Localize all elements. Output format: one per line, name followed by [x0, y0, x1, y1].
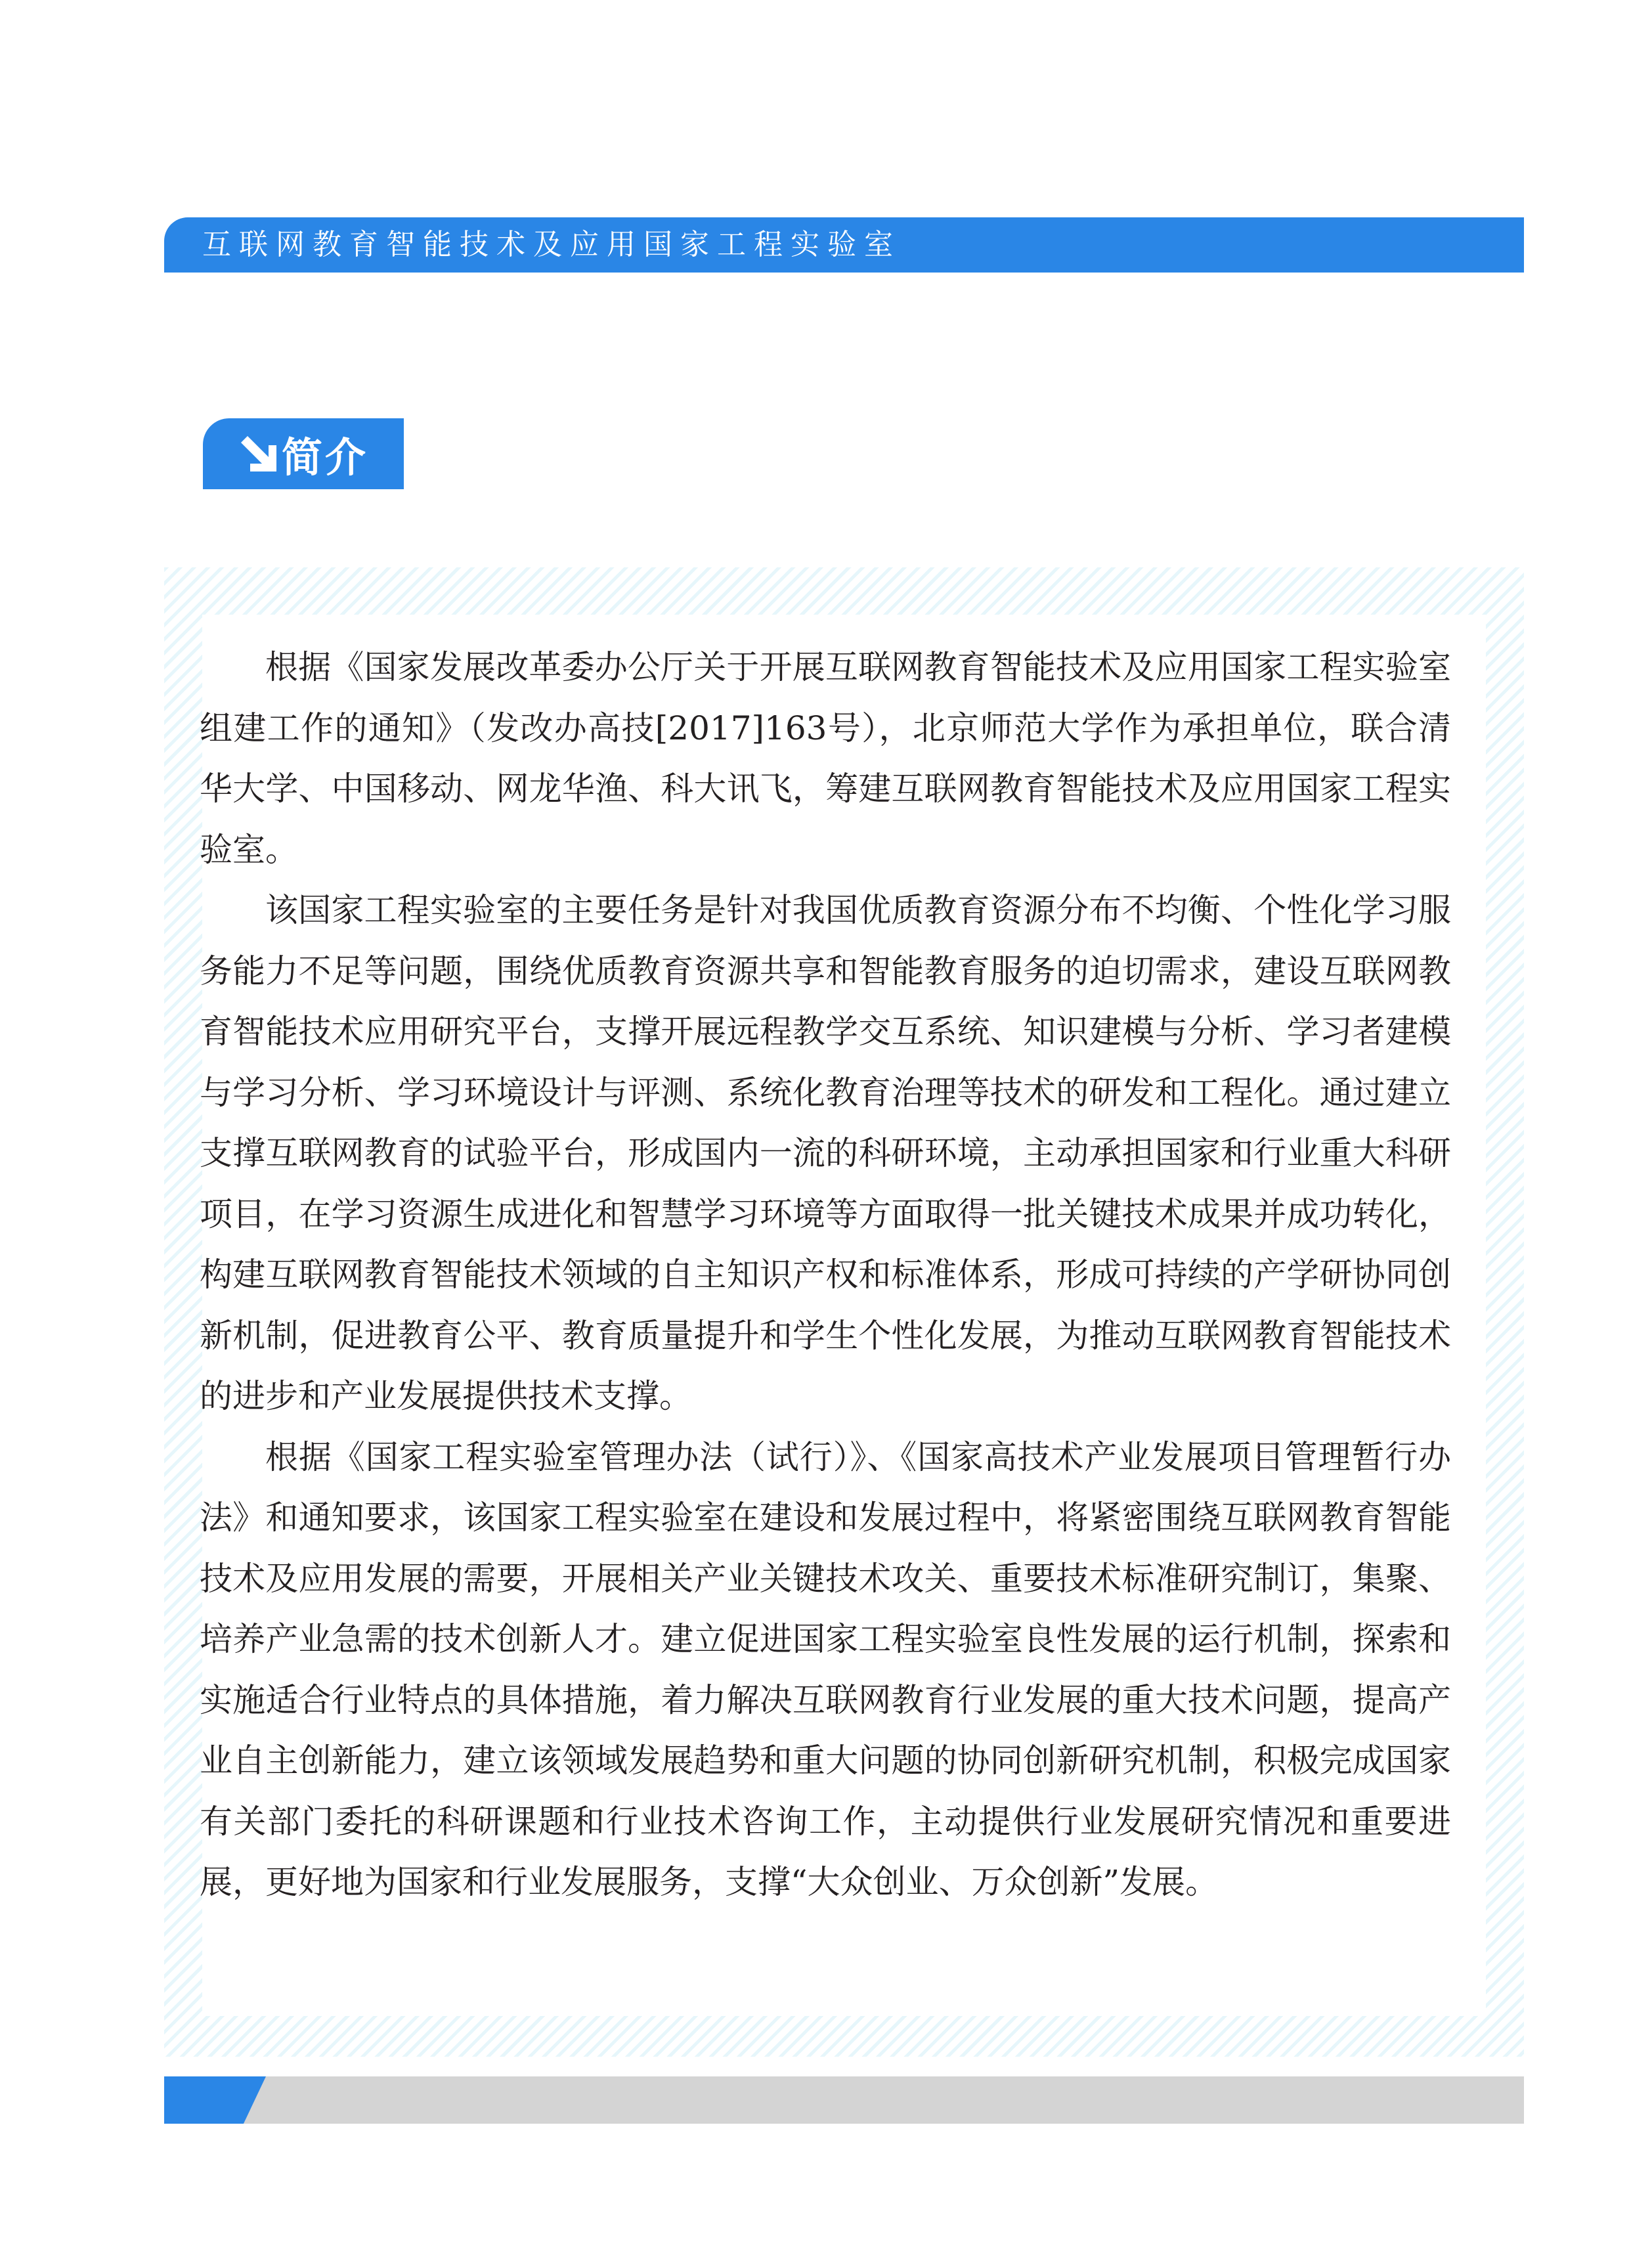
header-title: 互联网教育智能技术及应用国家工程实验室: [202, 228, 901, 261]
body-text: [200, 637, 1451, 1913]
header-bar: [164, 217, 1524, 273]
section-tag: [203, 418, 404, 489]
paragraph-1: 根据《国家发展改革委办公厅关于开展互联网教育智能技术及应用国家工程实验室组建工作的通知》（发改办高技[2017]163号），北京师范大学作为承担单位，联合清华大学、中国移动、网龙华渔、科大讯飞，筹建互联网教育智能技术及应用国家工程实验室。: [200, 648, 1451, 869]
footer-accent: [164, 2076, 266, 2124]
footer-bar: [164, 2076, 1524, 2124]
arrow-down-right-icon: [240, 435, 278, 473]
paragraph-2: 该国家工程实验室的主要任务是针对我国优质教育资源分布不均衡、个性化学习服务能力不足等问题，围绕优质教育资源共享和智能教育服务的迫切需求，建设互联网教育智能技术应用研究平台，支撑开展远程教学交互系统、知识建模与分析、学习者建模与学习分析、学习环境设计与评测、系统化教育治理等技术的研发和工程化。通过建立支撑互联网教育的试验平台，形成国内一流的科研环境，主动承担国家和行业重大科研项目，在学习资源生成进化和智慧学习环境等方面取得一批关键技术成果并成功转化，构建互联网教育智能技术领域的自主知识产权和标准体系，形成可持续的产学研协同创新机制，促进教育公平、教育质量提升和学生个性化发展，为推动互联网教育智能技术的进步和产业发展提供技术支撑。: [200, 891, 1451, 1415]
paragraph-3: 根据《国家工程实验室管理办法（试行）》、《国家高技术产业发展项目管理暂行办法》和通知要求，该国家工程实验室在建设和发展过程中，将紧密围绕互联网教育智能技术及应用发展的需要，开展相关产业关键技术攻关、重要技术标准研究制订，集聚、培养产业急需的技术创新人才。建立促进国家工程实验室良性发展的运行机制，探索和实施适合行业特点的具体措施，着力解决互联网教育行业发展的重大技术问题，提高产业自主创新能力，建立该领域发展趋势和重大问题的协同创新研究机制，积极完成国家有关部门委托的科研课题和行业技术咨询工作，主动提供行业发展研究情况和重要进展，更好地为国家和行业发展服务，支撑“大众创业、万众创新”发展。: [200, 1437, 1451, 1901]
section-title: 简介: [282, 433, 369, 481]
